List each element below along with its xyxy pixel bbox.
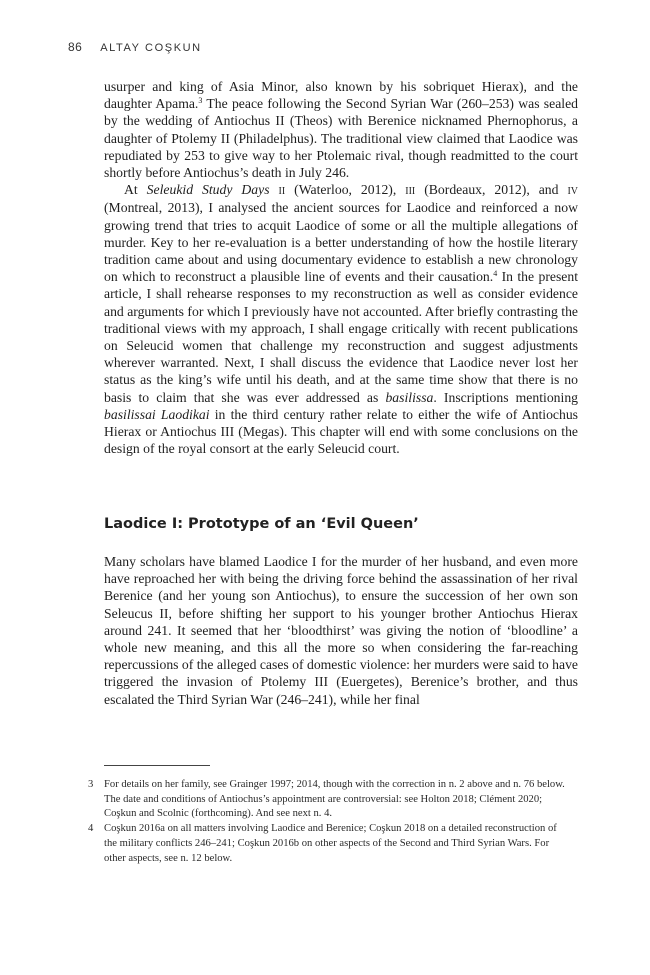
paragraph	[104, 78, 578, 181]
page-number: 86	[68, 40, 83, 54]
footnote-text: For details on her family, see Grainger 1997; 2014, though with the correction in n. 2 above and n. 76 below. The date and conditions of Antiochus’s appointment are controversial: see Holton 2018; Clément 2020; Coşkun and Scolnic (forthcoming). And see next n. 4.	[104, 779, 565, 820]
text-run: The peace following the Second Syrian War (260–253) was sealed by the wedding of Antiochus II (Theos) with Berenice nicknamed Phernophorus, a daughter of Ptolemy II (Philadelphus). The traditional view claimed that Laodice was repudiated by 253 to give way to her Ptolemaic rival, though readmitted to the court shortly before Antiochus’s death in July 246.	[104, 96, 578, 181]
running-head	[68, 40, 202, 54]
italic-term: basilissai Laodikai	[104, 406, 210, 422]
footnote-text: Coşkun 2016a on all matters involving Laodice and Berenice; Coşkun 2018 on a detailed reconstruction of the military conflicts 246–241; Coşkun 2016b on other aspects of the Second and Third Syrian Wars. For other aspects, see n. 12 below.	[104, 823, 557, 864]
text-run: (Waterloo, 2012),	[285, 182, 406, 198]
paragraph: Many scholars have blamed Laodice I for the murder of her husband, and even more have reproached her with being the driving force behind the assassination of her rival Berenice (and her young son Antiochus), to ensure the succession of her own son Seleucus II, before shifting her support to his younger brother Antiochus Hierax around 241. It seemed that her ‘bloodthirst’ was giving the notion of ‘bloodline’ a whole new meaning, and this all the more so when considering the far-reaching repercussions of the alleged cases of domestic violence: her murders were said to have triggered the invasion of Ptolemy III (Euergetes), Berenice’s brother, and thus escalated the Third Syrian War (246–241), while her final	[104, 554, 578, 707]
footnote-number: 4	[88, 823, 94, 835]
section-heading: Laodice I: Prototype of an ‘Evil Queen’	[104, 516, 419, 532]
footnote	[88, 822, 568, 866]
roman-numeral: ii	[278, 183, 286, 199]
text-run: In the present article, I shall rehearse responses to my reconstruction as well as consider evidence and arguments for which I previously have not accounted. After briefly contrasting the traditional views with my approach, I shall engage critically with recent publications on Seleucid women that challenge my reconstruction and suggest adjustments wherever warranted. Next, I shall discuss the evidence that Laodice never lost her status as the king’s wife until his death, and at the same time show that there is no basis to claim that she was ever addressed as	[104, 269, 578, 405]
footnote-divider	[104, 765, 210, 766]
text-run: At	[124, 182, 147, 198]
italic-title: Seleukid Study Days	[146, 182, 270, 198]
footnote	[88, 778, 568, 822]
running-head-author: ALTAY COŞKUN	[100, 42, 202, 54]
text-run: in the third century rather relate to either the wife of Antiochus Hierax or Antiochus III (Megas). This chapter will end with some conclusions on the design of the royal consort at the early Seleucid court.	[104, 406, 579, 457]
body-text-section-2	[104, 553, 578, 708]
paragraph	[104, 181, 578, 457]
text-run: usurper and king of Asia Minor, also known by his sobriquet Hierax), and the daughter Apama.	[104, 79, 578, 112]
roman-numeral: iv	[567, 183, 579, 199]
footnote-ref[interactable]: 3	[198, 96, 203, 106]
text-run: (Bordeaux, 2012), and	[415, 182, 568, 198]
footnotes	[88, 778, 568, 866]
roman-numeral: iii	[405, 183, 416, 199]
italic-term: basilissa	[385, 389, 434, 405]
footnote-number: 3	[88, 779, 94, 790]
text-run: (Montreal, 2013), I analysed the ancient sources for Laodice and reinforced a now growing trend that tries to acquit Laodice of some or all the multiple allegations of murder. Key to her re-evaluation is a better understanding of how the hostile literary tradition came about and using documentary evidence to establish a new chronology on which to reconstruct a plausible line of events and their causation.	[104, 200, 578, 285]
footnote-ref[interactable]: 4	[493, 269, 498, 279]
text-run: . Inscriptions mentioning	[433, 389, 579, 405]
body-text-section-1	[104, 78, 578, 457]
